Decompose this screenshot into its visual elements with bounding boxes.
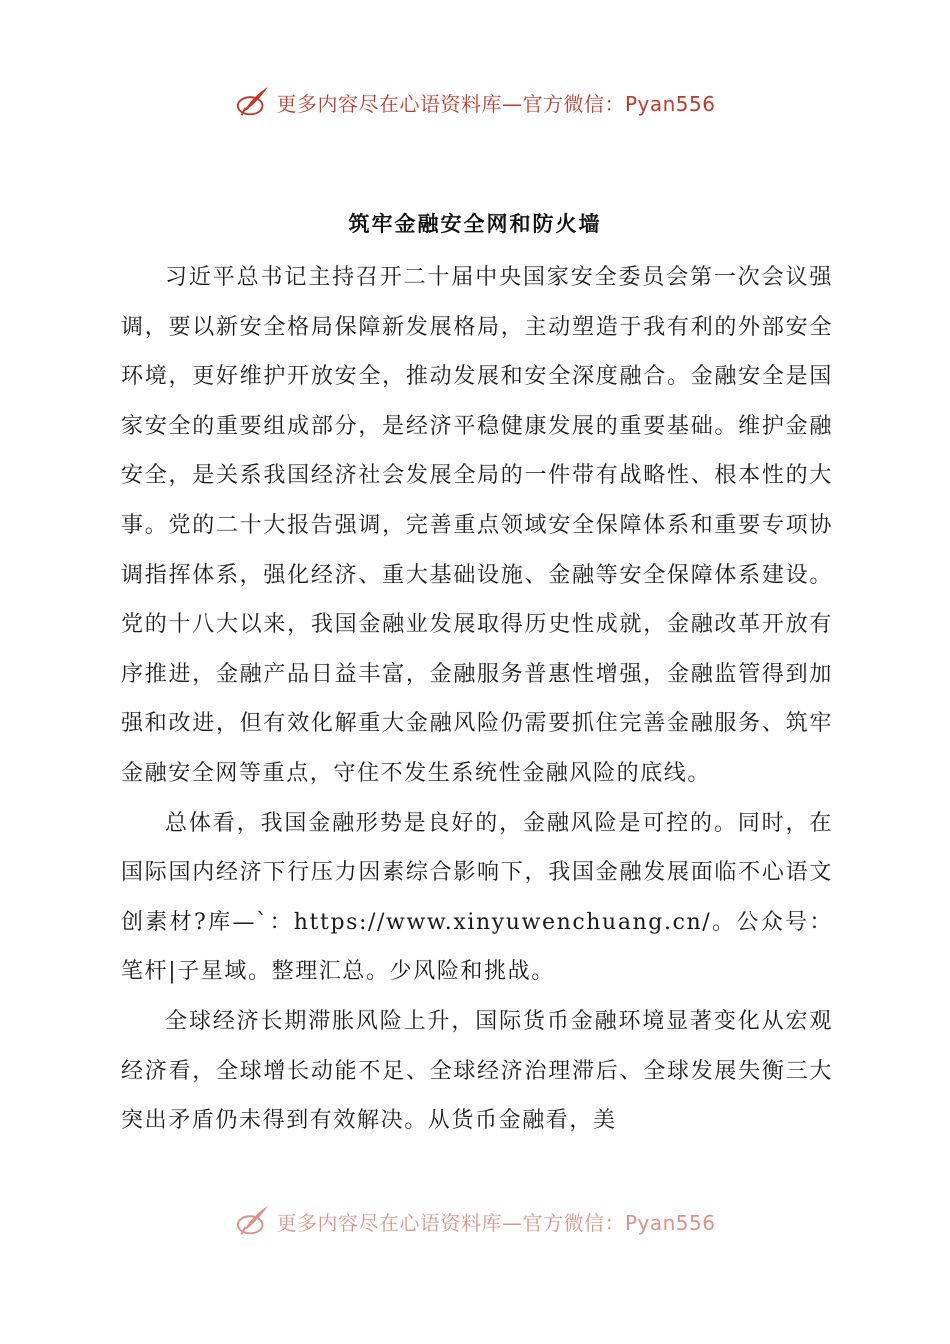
paragraph: 总体看，我国金融形势是良好的，金融风险是可控的。同时，在国际国内经济下行压力因素综合影响下，我国金融发展面临不心语文创素材?库—`：https://www.xinyuwenchuang.cn/。公众号：笔杆|子星域。整理汇总。少风险和挑战。 (121, 810, 833, 985)
paragraph: 全球经济长期滞胀风险上升，国际货币金融环境显著变化从宏观经济看，全球增长动能不足、全球经济治理滞后、全球发展失衡三大突出矛盾仍未得到有效解决。从货币金融看，美 (121, 1008, 833, 1134)
document-body (121, 253, 833, 1146)
quill-logo-icon (234, 83, 272, 121)
paragraph: 习近平总书记主持召开二十届中央国家安全委员会第一次会议强调，要以新安全格局保障新发展格局，主动塑造于我有利的外部安全环境，更好维护开放安全，推动发展和安全深度融合。金融安全是国家安全的重要组成部分，是经济平稳健康发展的重要基础。维护金融安全，是关系我国经济社会发展全局的一件带有战略性、根本性的大事。党的二十大报告强调，完善重点领域安全保障体系和重要专项协调指挥体系，强化经济、重大基础设施、金融等安全保障体系建设。党的十八大以来，我国金融业发展取得历史性成就，金融改革开放有序推进，金融产品日益丰富，金融服务普惠性增强，金融监管得到加强和改进，但有效化解重大金融风险仍需要抓住完善金融服务、筑牢金融安全网等重点，守住不发生系统性金融风险的底线。 (121, 265, 833, 786)
document-title: 筑牢金融安全网和防火墙 (348, 211, 602, 236)
watermark-text: 更多内容尽在心语资料库—官方微信：Pyan556 (276, 1210, 716, 1235)
watermark-footer (0, 1201, 950, 1241)
watermark-text: 更多内容尽在心语资料库—官方微信：Pyan556 (276, 91, 716, 116)
quill-logo-icon (234, 1202, 272, 1240)
watermark-header (0, 82, 950, 122)
